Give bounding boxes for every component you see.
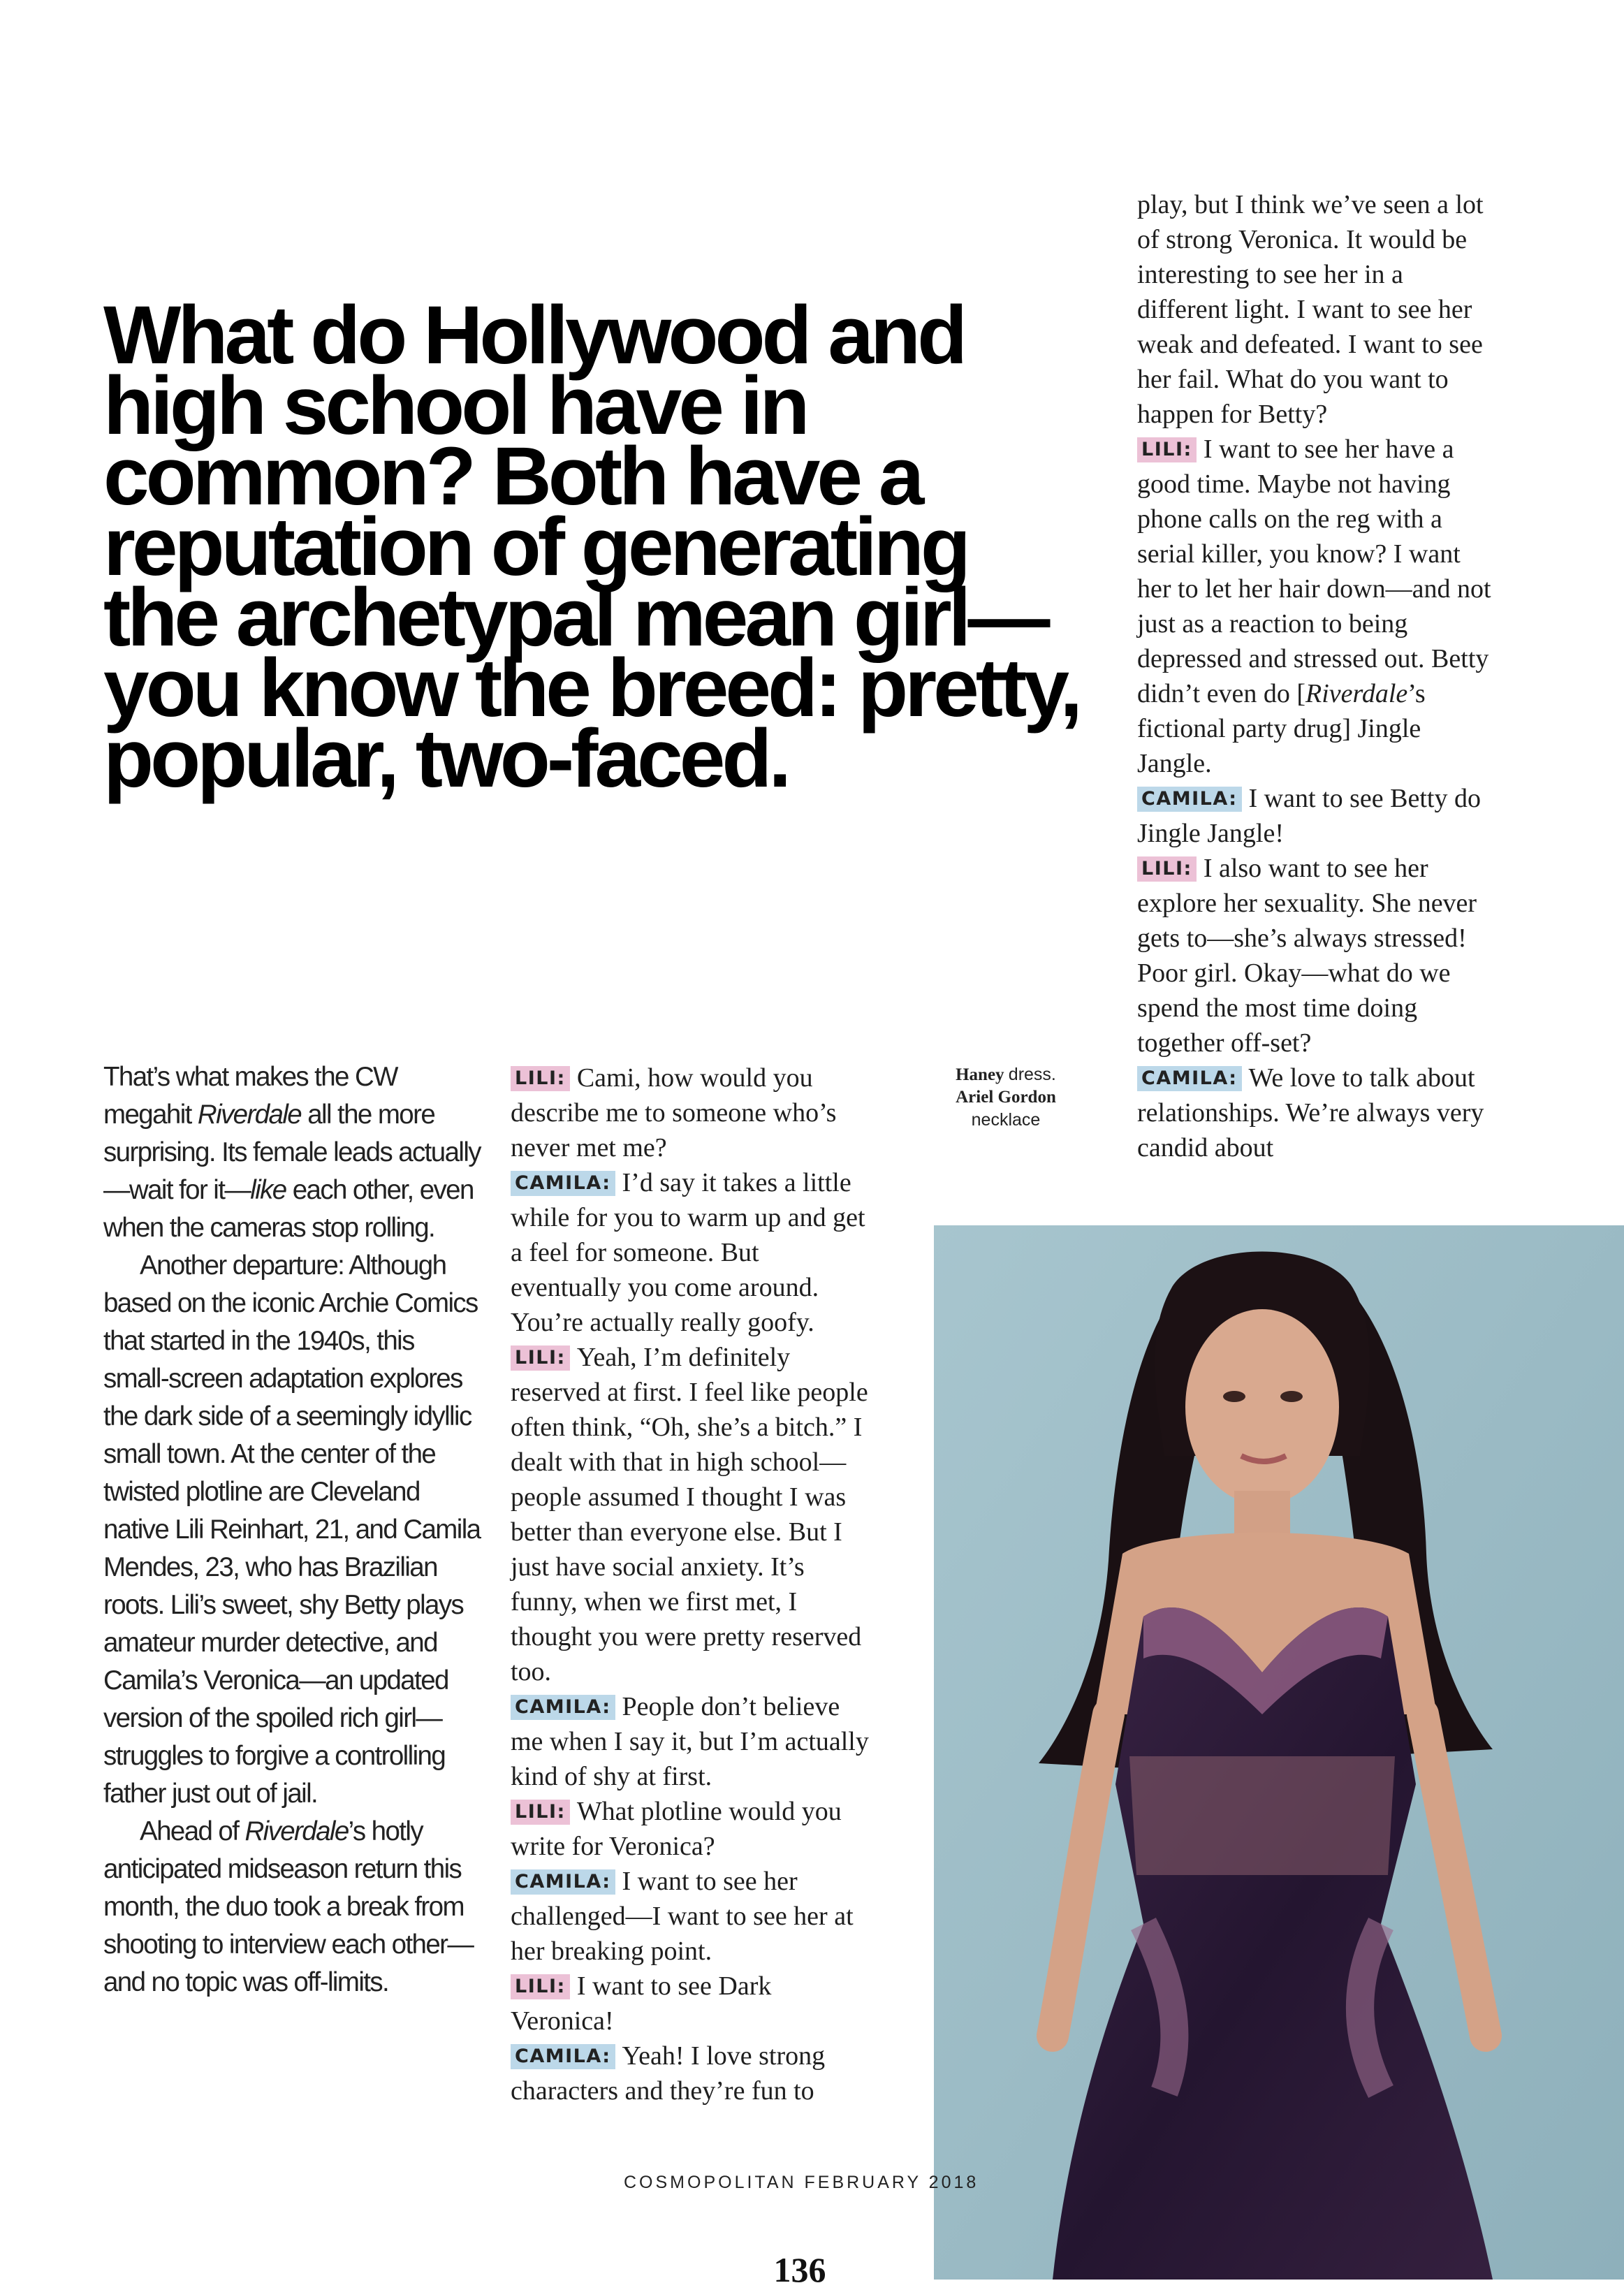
left-eye xyxy=(1223,1391,1245,1402)
qa-5: LILI: What plotline would you write for Veronica? xyxy=(511,1797,842,1861)
speaker-tag-lili: LILI: xyxy=(1137,437,1197,462)
qa-3: LILI: Yeah, I’m definitely reserved at first. I feel like people often think, “Oh, she’s a bitch.” I dealt with that in high school—people assumed I thought I was better than everyone else. But I just have social anxiety. It’s funny, when we first met, I thought you were pretty reserved too. xyxy=(511,1343,868,1686)
intro-paragraph-2: Another departure: Although based on the iconic Archie Comics that started in the 1940s, this small-screen adaptation explores the dark side of a seemingly idyllic small town. At the center of the twisted plotline are Cleveland native Lili Reinhart, 21, and Camila Mendes, 23, who has Brazilian roots. Lili’s sweet, shy Betty plays amateur murder detective, and Camila’s Veronica—an updated version of the spoiled rich girl—struggles to forgive a controlling father just out of jail. xyxy=(103,1250,481,1809)
speaker-tag-lili: LILI: xyxy=(511,1066,570,1091)
footer-magazine-date: COSMOPOLITAN FEBRUARY 2018 xyxy=(624,2173,979,2192)
speaker-tag-camila: CAMILA: xyxy=(511,1171,615,1196)
speaker-tag-camila: CAMILA: xyxy=(511,2044,615,2069)
interview-column-3 xyxy=(1137,187,1500,1165)
photo-credit-caption: Haney dress. Ariel Gordon necklace xyxy=(956,1065,1056,1130)
qa-2: CAMILA: I’d say it takes a little while for you to warm up and get a feel for someone. But eventually you come around. You’re actually really goofy. xyxy=(511,1168,865,1337)
speaker-tag-lili: LILI: xyxy=(511,1345,570,1371)
qa-10: CAMILA: I want to see Betty do Jingle Jangle! xyxy=(1137,784,1481,848)
intro-column xyxy=(103,1058,481,2001)
qa-4: CAMILA: People don’t believe me when I say it, but I’m actually kind of shy at first. xyxy=(511,1692,869,1791)
qa-7: LILI: I want to see Dark Veronica! xyxy=(511,1971,772,2036)
speaker-tag-lili: LILI: xyxy=(1137,856,1197,882)
speaker-tag-lili: LILI: xyxy=(511,1974,570,1999)
qa-1: LILI: Cami, how would you describe me to someone who’s never met me? xyxy=(511,1063,837,1162)
qa-11: LILI: I also want to see her explore her sexuality. She never gets to—she’s always stressed! Poor girl. Okay—what do we spend the most time doing together off-set? xyxy=(1137,854,1477,1058)
speaker-tag-lili: LILI: xyxy=(511,1800,570,1825)
qa-6: CAMILA: I want to see her challenged—I want to see her at her breaking point. xyxy=(511,1867,854,1966)
speaker-tag-camila: CAMILA: xyxy=(511,1869,615,1895)
page-number: 136 xyxy=(773,2250,826,2289)
speaker-tag-camila: CAMILA: xyxy=(1137,1066,1242,1091)
speaker-tag-camila: CAMILA: xyxy=(511,1695,615,1720)
speaker-tag-camila: CAMILA: xyxy=(1137,787,1242,812)
qa-9: LILI: I want to see her have a good time. Maybe not having phone calls on the reg with a serial killer, you know? I want her to let her hair down—and not just as a reaction to being depressed and stressed out. Betty didn’t even do [Riverdale’s fictional party drug] Jingle Jangle. xyxy=(1137,435,1491,778)
intro-paragraph-3: Ahead of Riverdale’s hotly anticipated midseason return this month, the duo took a break from shooting to interview each other—and no topic was off-limits. xyxy=(103,1816,474,1997)
intro-paragraph-1: That’s what makes the CW megahit Riverdale all the more surprising. Its female leads actually—wait for it—like each other, even when the cameras stop rolling. xyxy=(103,1062,481,1243)
qa-continued: play, but I think we’ve seen a lot of strong Veronica. It would be interesting to see her in a different light. I want to see her weak and defeated. I want to see her fail. What do you want to happen for Betty? xyxy=(1137,190,1484,429)
qa-12: CAMILA: We love to talk about relationships. We’re always very candid about xyxy=(1137,1063,1484,1162)
portrait-photo xyxy=(934,1225,1624,2280)
portrait-illustration xyxy=(934,1225,1624,2280)
right-eye xyxy=(1280,1391,1303,1402)
lace-midriff xyxy=(1129,1756,1395,1875)
face xyxy=(1185,1309,1339,1505)
qa-8: CAMILA: Yeah! I love strong characters and they’re fun to xyxy=(511,2041,826,2106)
headline: What do Hollywood and high school have in common? Both have a reputation of generating the archetypal mean girl—you know the breed: pretty, popular, two-faced. xyxy=(103,289,1079,805)
interview-column-2 xyxy=(511,1060,874,2108)
